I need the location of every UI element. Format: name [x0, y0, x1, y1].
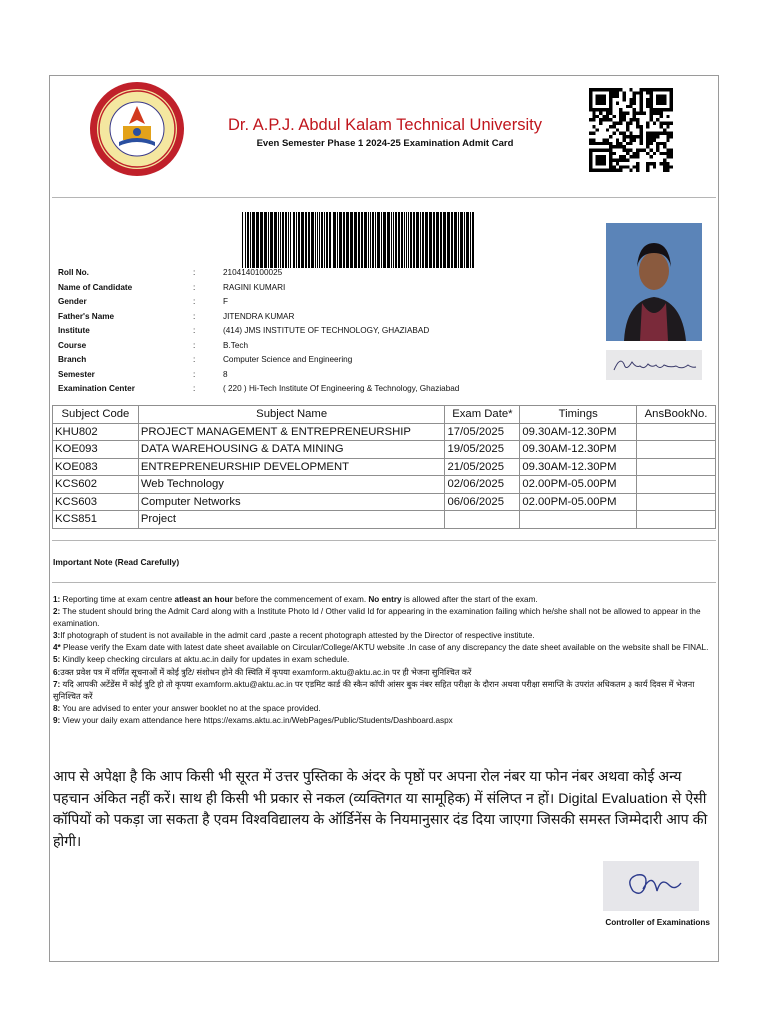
note-7: 7: यदि आपकी अटेंडेंस में कोई त्रुटि हो तो कृपया examform.aktu@aktu.ac.in पर एडमिट कार्ड की स्कैन कॉपी आंसर बुक नंबर सहित परीक्षा के दौरान अथवा परीक्षा समाप्ति के उपरांत अधिकतम ३ कार्य दिवस में भेजना सुनिश्चित करें	[53, 679, 695, 701]
instructions-list	[53, 594, 717, 727]
university-logo	[89, 80, 185, 178]
note-3: 3:If photograph of student is not available in the admit card ,paste a recent photograph attested by the Director of respective institute.	[53, 631, 535, 641]
qr-code	[589, 86, 673, 174]
candidate-photo	[606, 223, 702, 341]
col-timings: Timings	[520, 406, 637, 424]
note-9: 9: View your daily exam attendance here https://exams.aktu.ac.in/WebPages/Public/Students/Dashboard.aspx	[53, 715, 453, 725]
table-row: KCS603 Computer Networks 06/06/2025 02.00PM-05.00PM	[53, 493, 716, 511]
divider	[52, 582, 716, 583]
exam-title: Even Semester Phase 1 2024-25 Examination Admit Card	[256, 138, 514, 149]
important-note-heading: Important Note (Read Carefully)	[53, 557, 180, 567]
note-4: 4* Please verify the Exam date with latest date sheet available on Circular/College/AKTU website .In case of any discrepancy the date sheet available on the website shall be FINAL.	[53, 643, 709, 653]
table-row: KHU802 PROJECT MANAGEMENT & ENTREPRENEURSHIP 17/05/2025 09.30AM-12.30PM	[53, 423, 716, 441]
table-row: KCS851 Project	[53, 511, 716, 529]
divider	[52, 540, 716, 541]
col-ansbook-no: AnsBookNo.	[637, 406, 716, 424]
controller-label: Controller of Examinations	[605, 918, 710, 927]
hindi-warning: आप से अपेक्षा है कि आप किसी भी सूरत में उत्तर पुस्तिका के अंदर के पृष्ठों पर अपना रोल नंबर या फोन नंबर अथवा कोई अन्य पहचान अंकित नहीं करें। साथ ही किसी भी प्रकार से नकल (व्यक्तिगत या सामूहिक) में संलिप्त न हों। Digital Evaluation से ऐसी कॉपियों को पकड़ा जा सकता है एवम विश्वविद्यालय के ऑर्डिनेंस के नियमानुसार दंड दिया जाएगा जिसकी समस्त जिम्मेदारी आप की होगी।	[53, 769, 708, 850]
note-1: 1: Reporting time at exam centre atleast an hour before the commencement of exam. No entry is allowed after the start of the exam.	[53, 595, 538, 604]
note-5: 5: Kindly keep checking circulars at aktu.ac.in daily for updates in exam schedule.	[53, 655, 350, 665]
subject-table	[52, 405, 716, 529]
note-8: 8: You are advised to enter your answer booklet no at the space provided.	[53, 703, 321, 713]
note-2: 2: The student should bring the Admit Card along with a Institute Photo Id / Other valid Id for appearing in the examination failing which he/she shall not be allowed to appear in the examination.	[53, 607, 701, 629]
controller-signature	[603, 861, 699, 911]
note-6: 6:उक्त प्रवेश पत्र में वर्णित सूचनाओं में कोई त्रुटि/ संशोधन होने की स्थिति में कृपया examform.aktu@aktu.ac.in पर ही भेजना सुनिश्चित करें	[53, 667, 472, 677]
col-subject-code: Subject Code	[53, 406, 139, 424]
col-exam-date: Exam Date*	[445, 406, 520, 424]
candidate-signature	[606, 350, 702, 380]
table-row: KCS602 Web Technology 02/06/2025 02.00PM-05.00PM	[53, 476, 716, 494]
university-title: Dr. A.P.J. Abdul Kalam Technical University	[228, 116, 542, 134]
table-row: KOE093 DATA WAREHOUSING & DATA MINING 19/05/2025 09.30AM-12.30PM	[53, 441, 716, 459]
divider	[52, 197, 716, 198]
table-header-row	[53, 406, 716, 424]
barcode	[242, 212, 476, 268]
table-row: KOE083 ENTREPRENEURSHIP DEVELOPMENT 21/05/2025 09.30AM-12.30PM	[53, 458, 716, 476]
col-subject-name: Subject Name	[138, 406, 445, 424]
